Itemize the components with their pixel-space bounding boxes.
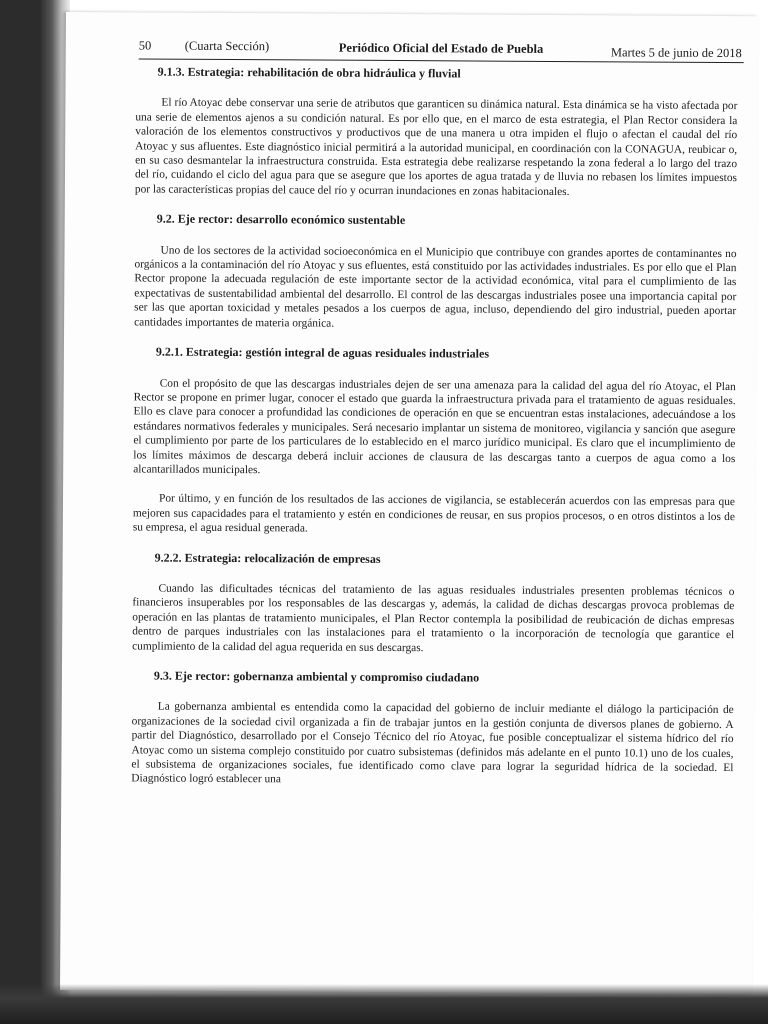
page-number: 50 xyxy=(138,38,152,53)
document-body xyxy=(131,64,737,805)
paragraph-9-1-3: El río Atoyac debe conservar una serie de atributos que garanticen su dinámica natural. Esta dinámica se ha visto afectada por una serie de elementos ajenos a su condición natural. Es por ello que, en el marco de esta estrategia, el Plan Rector considera la valoración de los elementos constructivos y productivos que de una manera u otra impiden el flujo o afectan el caudal del río Atoyac y sus afluentes. Este diagnóstico inicial permitirá a la autoridad municipal, en coordinación con la CONAGUA, reubicar o, en su caso desmantelar la infraestructura construida. Esta estrategia debe realizarse respetando la zona federal a lo largo del trazo del río, cuidando el ciclo del agua para que se asegure que los aportes de agua tratada y de lluvia no rebasen los límites impuestos por las características propias del cauce del río y ocurran inundaciones en zonas habitacionales. xyxy=(134,96,738,198)
heading-9-2-2: 9.2.2. Estrategia: relocalización de empresas xyxy=(154,550,381,566)
paragraph-9-2-1-b: Por último, y en función de los resultados de las acciones de vigilancia, se establecerán acuerdos con las empresas para que mejoren sus capacidades para el tratamiento y estén en condiciones de reusar, en sus propios procesos, o en otros distintos a los de su empresa, el agua residual generada. xyxy=(132,492,736,535)
scanner-shadow-bottom xyxy=(0,984,768,1024)
heading-9-3: 9.3. Eje rector: gobernanza ambiental y compromiso ciudadano xyxy=(153,668,480,685)
paragraph-9-2-1-a: Con el propósito de que las descargas industriales dejen de ser una amenaza para la calidad del agua del río Atoyac, el Plan Rector se propone en primer lugar, conocer el estado que guarda la infraestructura privada para el tratamiento de aguas residuales. Ello es clave para conocer a profundidad las condiciones de operación en que se encuentran estas instalaciones, adecuándose a los estándares normativos federales y municipales. Será necesario implantar un sistema de monitoreo, vigilancia y sanción que asegure el cumplimiento por parte de los particulares de lo establecido en el marco jurídico municipal. Es claro que el incumplimiento de los límites máximos de descarga deberá incluir acciones de clausura de las descargas tanto a cuerpos de agua como a los alcantarillados municipales. xyxy=(133,377,736,477)
section-label: (Cuarta Sección) xyxy=(184,38,270,54)
publication-date: Martes 5 de junio de 2018 xyxy=(610,45,742,61)
paragraph-9-2-2: Cuando las dificultades técnicas del tratamiento de las aguas residuales industriales presenten problemas técnicos o financieros insuperables por los responsables de las descargas y, además, la calidad de dichas descargas provoca problemas de operación en las plantas de tratamiento municipales, el Plan Rector contempla la posibilidad de reubicación de dichas empresas dentro de parques industriales con las instalaciones para el tratamiento o la incorporación de tecnología que garantice el cumplimiento de la calidad del agua requerida en sus descargas. xyxy=(132,582,735,654)
heading-9-1-3: 9.1.3. Estrategia: rehabilitación de obra hidráulica y fluvial xyxy=(157,64,461,81)
heading-9-2-1: 9.2.1. Estrategia: gestión integral de aguas residuales industriales xyxy=(155,344,490,361)
paragraph-9-2: Uno de los sectores de la actividad socioeconómica en el Municipio que contribuye con grandes aportes de contaminantes no orgánicos a la contaminación del río Atoyac y sus efluentes, está constituido por las actividades industriales. Es por ello que el Plan Rector propone la adecuada regulación de este importante sector de la actividad económica, vital para el cumplimiento de las expectativas de sustentabilidad ambiental del desarrollo. El control de las descargas industriales posee una importancia capital por ser las que aportan toxicidad y metales pesados a los cuerpos de agua, incluso, dependiendo del giro industrial, pueden aportar cantidades importantes de materia orgánica. xyxy=(134,244,737,330)
heading-9-2: 9.2. Eje rector: desarrollo económico sustentable xyxy=(156,211,406,228)
scanner-shadow-left xyxy=(0,0,70,1024)
document-page xyxy=(60,12,758,994)
page-header xyxy=(139,34,744,63)
publication-title: Periódico Oficial del Estado de Puebla xyxy=(338,40,544,56)
paragraph-9-3: La gobernanza ambiental es entendida como la capacidad del gobierno de incluir mediante el diálogo la participación de organizaciones de la sociedad civil organizada a fin de trabajar juntos en la gestión conjunta de diversos planes de gobierno. A partir del Diagnóstico, desarrollado por el Consejo Técnico del río Atoyac, fue posible conceptualizar el sistema hídrico del río Atoyac como un sistema complejo constituido por cuatro subsistemas (definidos más adelante en el punto 10.1) uno de los cuales, el subsistema de organizaciones sociales, fue identificado como clave para lograr la seguridad hídrica de la sociedad. El Diagnóstico logró establecer una xyxy=(131,700,734,786)
